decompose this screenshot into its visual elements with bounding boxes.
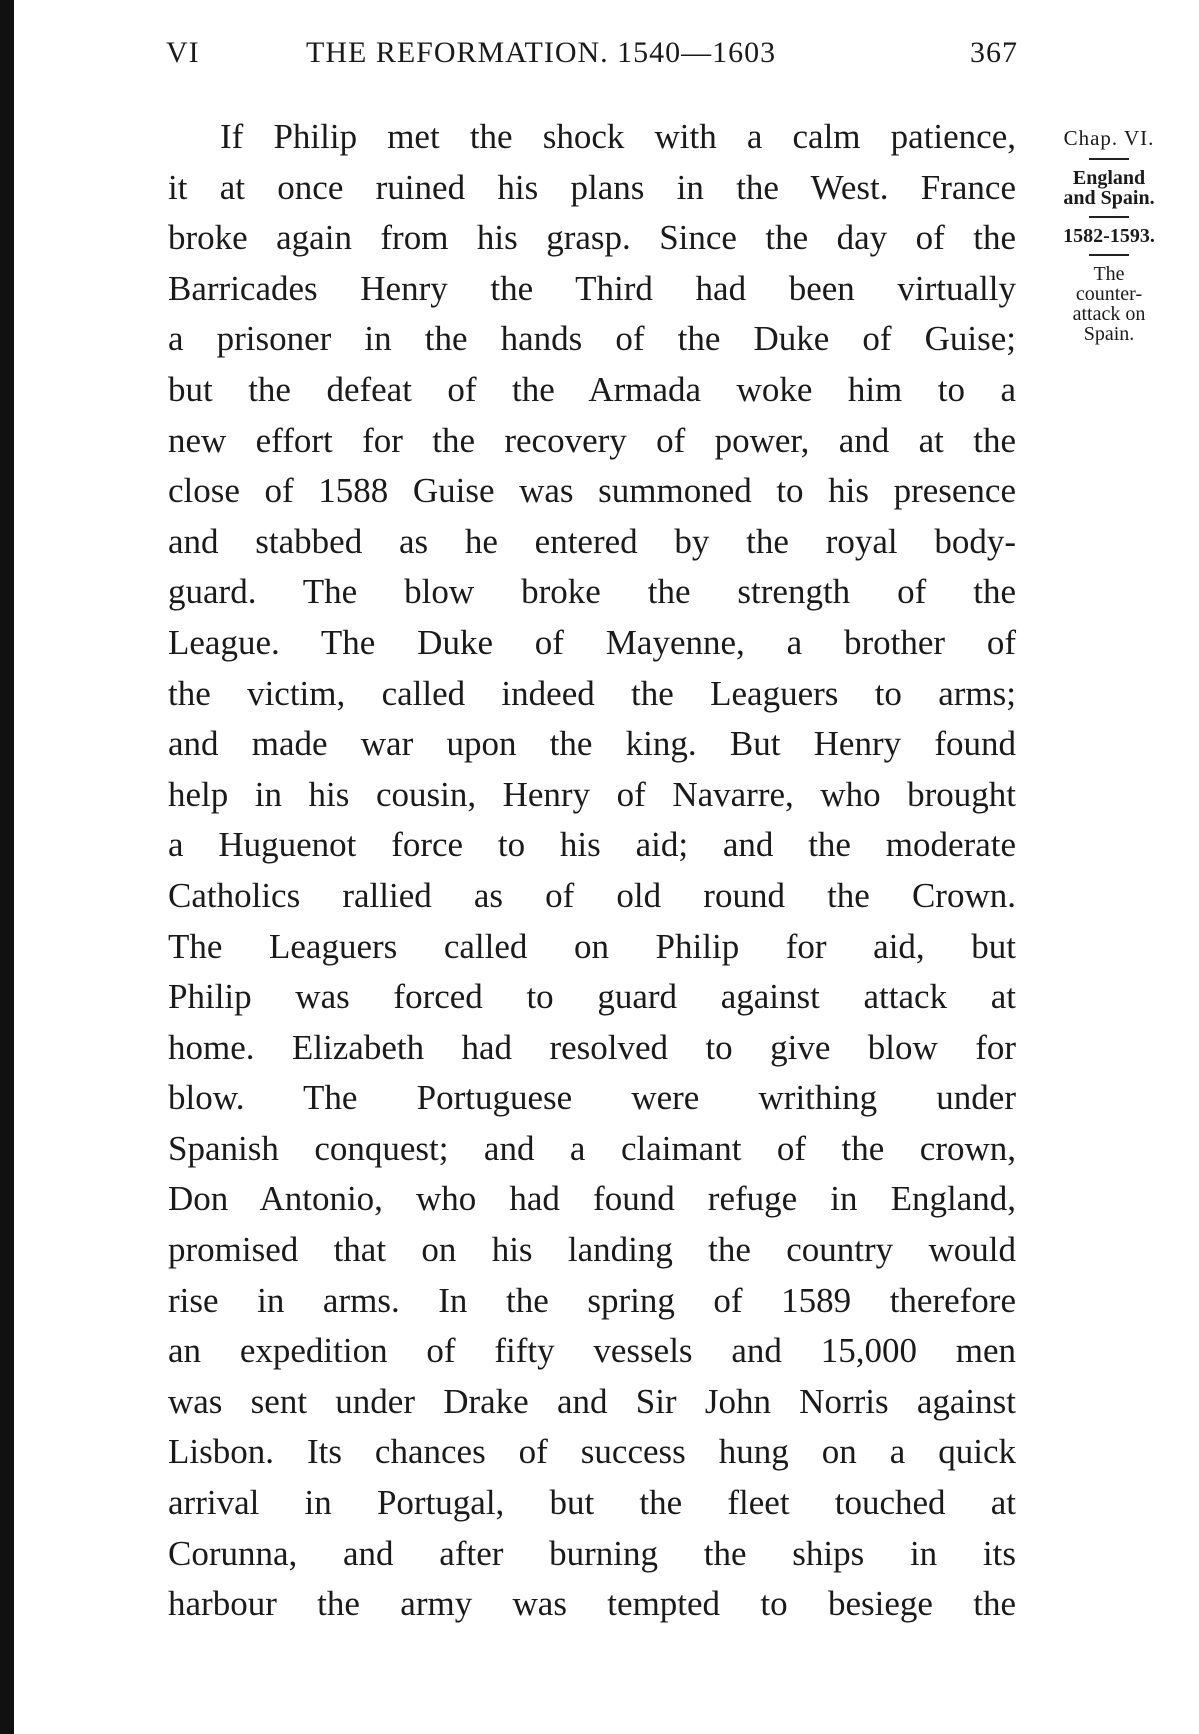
text-line: and made war upon the king. But Henry found — [168, 724, 1016, 764]
text-line: was sent under Drake and Sir John Norris against — [168, 1381, 1016, 1421]
text-line: The Leaguers called on Philip for aid, but — [168, 926, 1016, 966]
text-line: Catholics rallied as of old round the Crown. — [168, 875, 1016, 915]
text-line: the victim, called indeed the Leaguers to arms; — [168, 673, 1016, 713]
marginal-topic — [1034, 264, 1184, 344]
marginal-notes — [1034, 128, 1184, 352]
marginal-section-line: England — [1072, 167, 1146, 189]
text-line: home. Elizabeth had resolved to give blow for — [168, 1027, 1016, 1067]
text-line: arrival in Portugal, but the fleet touched at — [168, 1483, 1016, 1523]
text-line: but the defeat of the Armada woke him to a — [168, 369, 1016, 409]
text-line: an expedition of fifty vessels and 15,000 men — [168, 1331, 1016, 1371]
marginal-section-line: and Spain. — [1063, 187, 1155, 209]
text-line: help in his cousin, Henry of Navarre, who brought — [168, 774, 1016, 814]
marginal-section-heading — [1034, 168, 1184, 208]
text-line: Philip was forced to guard against attack at — [168, 977, 1016, 1017]
text-line: blow. The Portuguese were writhing under — [168, 1078, 1016, 1118]
text-line: harbour the army was tempted to besiege the — [168, 1584, 1016, 1624]
marginal-rule — [1089, 216, 1129, 218]
text-line: League. The Duke of Mayenne, a brother of — [168, 622, 1016, 662]
text-line: guard. The blow broke the strength of the — [168, 572, 1016, 612]
text-line: close of 1588 Guise was summoned to his presence — [168, 471, 1016, 511]
text-line: a prisoner in the hands of the Duke of Guise; — [168, 319, 1016, 359]
text-line: rise in arms. In the spring of 1589 therefore — [168, 1280, 1016, 1320]
marginal-topic-line: The — [1093, 263, 1125, 285]
text-line: new effort for the recovery of power, and at the — [168, 420, 1016, 460]
header-chapter-number: VI — [166, 36, 200, 69]
marginal-topic-line: Spain. — [1083, 323, 1135, 345]
text-line: promised that on his landing the country would — [168, 1230, 1016, 1270]
text-line: broke again from his grasp. Since the day of the — [168, 218, 1016, 258]
marginal-dates: 1582-1593. — [1063, 225, 1155, 247]
text-line: Don Antonio, who had found refuge in England, — [168, 1179, 1016, 1219]
body-paragraph — [168, 112, 1016, 1630]
page-number: 367 — [970, 36, 1018, 69]
marginal-topic-line: attack on — [1072, 303, 1146, 325]
text-line: If Philip met the shock with a calm patience, — [220, 117, 1016, 156]
text-line: Corunna, and after burning the ships in its — [168, 1533, 1016, 1573]
text-line: Barricades Henry the Third had been virtually — [168, 268, 1016, 308]
running-header — [166, 36, 1018, 80]
text-line: a Huguenot force to his aid; and the moderate — [168, 825, 1016, 865]
marginal-chapter: Chap. VI. — [1063, 126, 1155, 150]
text-line: and stabbed as he entered by the royal body- — [168, 521, 1016, 561]
header-title: THE REFORMATION. 1540—1603 — [306, 36, 777, 69]
text-line: Spanish conquest; and a claimant of the crown, — [168, 1128, 1016, 1168]
marginal-rule — [1089, 158, 1129, 160]
text-line: it at once ruined his plans in the West. France — [168, 167, 1016, 207]
marginal-rule — [1089, 254, 1129, 256]
marginal-topic-line: counter- — [1075, 283, 1143, 305]
page-binding-edge — [0, 0, 14, 1734]
text-line: Lisbon. Its chances of success hung on a quick — [168, 1432, 1016, 1472]
